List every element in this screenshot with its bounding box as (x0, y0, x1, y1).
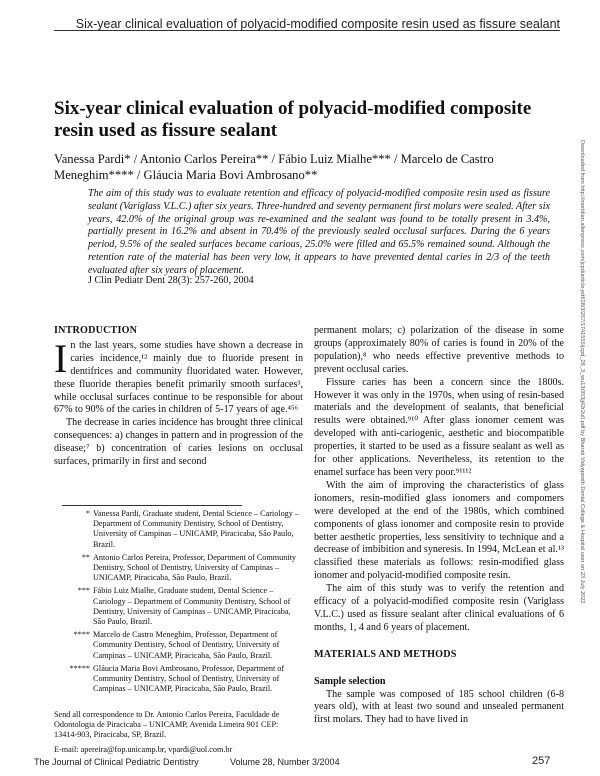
right-paragraph-2: Fissure caries has been a concern since the 1800s. However it was only in the 1970s, when using of resin-based materials and the development of sealants, that beneficial results were obtained.⁹¹⁰ After glass ionomer cement was developed with anti-cariogenic, aesthetic and biocompatible properties, it started to be used as a fissure sealant as well as for other applications. Nevertheless, its retention to the enamel surface has been very poor.⁹¹¹¹² (314, 376, 564, 478)
abstract: The aim of this study was to evaluate retention and efficacy of polyacid-modified composite resin used as fissure sealant (Variglass V.L.C.) after six years. Three-hundred and seventy permanent first molars were sealed. After six years, 42.0% of the original group was re-examined and the sealant was found to be totally present in 3.4%, partially present in 16.2% and absent in 70.4% of the previously sealed occlusal surfaces. During the 6 years period, 9.5% of the sealed surfaces became carious, 25.0% were filled and 65.5% remained sound. Although the retention rate of the material has been very low, it appears to have prevented dental caries in 2/3 of the teeth evaluated after six years of placement. (88, 188, 550, 276)
download-note: Downloaded from http://meridian.allenpress.com/jcpd/article-pdf/28/3/257/1741555/jcpd_28_3_wu13t353jj42r2u0.pdf by Bharati Vidyapeeth Dental College & Hospital user on 23 July 2022 (579, 140, 585, 604)
footnote (54, 509, 300, 550)
correspondence: Send all correspondence to Dr. Antonio Carlos Pereira, Faculdade de Odontologia de Piracicaba – UNICAMP, Avenida Limeira 901 CEP: 13414-903, Piracicaba, SP, Brazil. (54, 710, 280, 740)
title-line-2: resin used as fissure sealant (54, 120, 278, 141)
right-column (314, 325, 564, 727)
introduction-heading: INTRODUCTION (54, 325, 138, 336)
footnote-mark: ***** (69, 663, 90, 673)
footnote-rule (62, 505, 242, 506)
footnotes (54, 509, 300, 697)
footnote-mark: **** (73, 630, 90, 640)
title-line-1: Six-year clinical evaluation of polyacid-modified composite (54, 98, 532, 119)
footer-journal: The Journal of Clinical Pediatric Dentistry (34, 757, 199, 767)
footnote-mark: *** (77, 586, 90, 596)
footnote-text: Fábio Luiz Mialhe, Graduate student, Dental Science – Cariology – Department of Community Dentistry, School of Dentistry, University of Campinas – UNICAMP, Piracicaba, São Paulo, Brazil. (93, 586, 291, 627)
page-number: 257 (532, 755, 551, 767)
authors (54, 151, 574, 183)
article-title (54, 98, 574, 142)
footnote (54, 586, 300, 627)
footnote-text: Antonio Carlos Pereira, Professor, Department of Community Dentistry, School of Dentistry, University of Campinas – UNICAMP, Piracicaba, São Paulo, Brazil. (93, 552, 296, 583)
intro-paragraph-2: The decrease in caries incidence has brought three clinical consequences: a) changes in pattern and in progression of the disease;⁷ b) concentration of caries lesions on occlusal surfaces, primarily in first and second (54, 417, 303, 468)
authors-line-1: Vanessa Pardi* / Antonio Carlos Pereira** / Fábio Luiz Mialhe*** / Marcelo de Castro (54, 152, 494, 166)
right-paragraph-4: The aim of this study was to verify the retention and efficacy of a polyacid-modified composite resin (Variglass V.L.C.) used as fissure sealant after clinical evaluations of 6 months, 1, 4 and 6 years of placement. (314, 583, 564, 633)
intro-paragraph-1 (54, 335, 303, 417)
authors-line-2: Meneghim**** / Gláucia Maria Bovi Ambrosano** (54, 168, 318, 182)
right-paragraph-3: With the aim of improving the characteristics of glass ionomers, resin-modified glass ionomers and compomers were developed at the end of the 1980s, which combined components of glass ionomer and composite resin to provide better aesthetic properties, less sensitivity to technique and a decrease of imbibition and syneresis. In 1994, McLean et al.¹³ classified these materials as follows: resin-modified glass ionomer and polyacid-modified composite resin. (314, 479, 564, 582)
footnote-text: Gláucia Maria Bovi Ambrosano, Professor, Department of Community Dentistry, School of Dentistry, University of Campinas – UNICAMP, Piracicaba, São Paulo, Brazil. (93, 663, 285, 694)
footnote-mark: ** (81, 552, 90, 562)
right-paragraph-continued: permanent molars; c) polarization of the disease in some groups (approximately 80% of caries is found in 20% of the population),⁸ who needs effective preventive methods to prevent occlusal caries. (314, 325, 564, 375)
footnote (54, 553, 300, 584)
footnote (54, 664, 300, 695)
footnote-text: Vanessa Pardi, Graduate student, Dental Science – Cariology – Department of Community Dentistry, School of Dentistry, University of Campinas – UNICAMP, Piracicaba, São Paulo, Brazil. (93, 509, 299, 549)
email-line: E-mail: apereira@fop.unicamp.br, vpardi@uol.com.br (54, 745, 233, 754)
right-paragraph-5: The sample was composed of 185 school children (6-8 years old), with at least two sound and unsealed permanent first molars. They had to have lived in (314, 688, 564, 726)
left-column (54, 325, 303, 469)
methods-heading: MATERIALS AND METHODS (314, 648, 457, 660)
header-rule (54, 30, 560, 31)
citation: J Clin Pediatr Dent 28(3): 257-260, 2004 (88, 275, 254, 286)
footnote-text: Marcelo de Castro Meneghim, Professor, Department of Community Dentistry, School of Dentistry, University of Campinas – UNICAMP, Piracicaba, São Paulo, Brazil. (93, 630, 280, 660)
footer-volume: Volume 28, Number 3/2004 (230, 757, 340, 767)
drop-cap: I (54, 335, 68, 381)
footnote (54, 630, 300, 661)
intro-paragraph-1-text: n the last years, some studies have shown a decrease in caries incidence,¹² mainly due to fluoride present in dentifrices and community fluoridated water. However, these fluoride therapies benefit primarily smooth surfaces³, while occlusal surfaces continue to be responsible for about 67% to 90% of the caries in children of 5-17 years of age.⁴⁵⁶ (54, 339, 303, 416)
sample-heading: Sample selection (314, 675, 386, 687)
footnote-mark: * (85, 509, 90, 518)
running-header: Six-year clinical evaluation of polyacid-modified composite resin used as fissure sealant (75, 17, 560, 31)
